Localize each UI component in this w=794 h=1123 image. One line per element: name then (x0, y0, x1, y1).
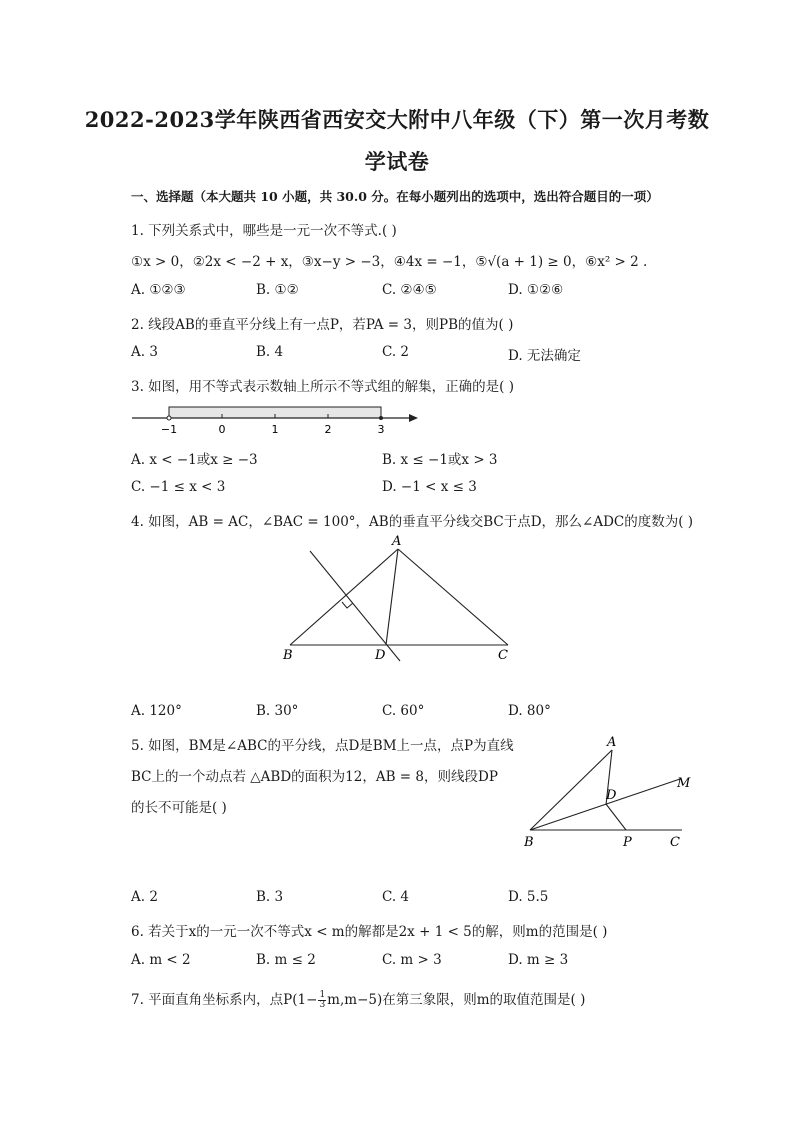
segment-ba (530, 750, 612, 830)
q3-option-b[interactable]: B. x ≤ −1或x > 3 (382, 452, 498, 468)
q1-option-a[interactable]: A. ①②③ (131, 282, 186, 298)
label-b: B (524, 835, 534, 850)
segment-ad (386, 549, 398, 645)
q4-option-d[interactable]: D. 80° (508, 703, 551, 719)
q2-option-c[interactable]: C. 2 (382, 344, 410, 360)
section-heading: 一、选择题（本大题共 10 小题，共 30.0 分。在每小题列出的选项中，选出符合题目的一项） (131, 189, 659, 204)
tick-label: 3 (377, 423, 385, 436)
label-m: M (677, 776, 691, 791)
q6-option-c[interactable]: C. m > 3 (382, 952, 442, 968)
label-b: B (283, 648, 293, 663)
q5-stem-line2: BC上的一个动点若 △ABD的面积为12，AB = 8，则线段DP (131, 769, 498, 785)
q5-option-a[interactable]: A. 2 (131, 889, 158, 905)
ray-bm (530, 779, 680, 830)
q6-option-b[interactable]: B. m ≤ 2 (256, 952, 316, 968)
q4-option-b[interactable]: B. 30° (256, 703, 299, 719)
q7-stem (131, 988, 585, 1010)
tick-label: −1 (160, 423, 178, 436)
tick-label: 0 (218, 423, 226, 436)
q4-stem: 4. 如图，AB = AC，∠BAC = 100°，AB的垂直平分线交BC于点D，那么∠ADC的度数为( ) (131, 514, 694, 530)
label-p: P (623, 835, 632, 850)
label-a: A (392, 534, 402, 549)
q5-option-b[interactable]: B. 3 (256, 889, 284, 905)
exam-title-line2: 学试卷 (364, 149, 430, 174)
label-a: A (607, 735, 617, 750)
q3-option-a[interactable]: A. x < −1或x ≥ −3 (131, 452, 258, 468)
tick-label: 1 (271, 423, 279, 436)
label-c: C (670, 835, 680, 850)
axis-arrow (409, 414, 418, 422)
q5-option-d[interactable]: D. 5.5 (508, 889, 549, 905)
tick-label: 2 (324, 423, 332, 436)
side-ab (290, 549, 398, 645)
q2-option-a[interactable]: A. 3 (131, 344, 158, 360)
q1-items: ①x > 0，②2x < −2 + x，③x−y > −3，④4x = −1，⑤√(a + 1) ≥ 0，⑥x² > 2 . (131, 254, 648, 270)
triangle-figure-q4 (280, 533, 540, 663)
side-ac (398, 549, 508, 645)
q7-stem-part1: 7. 平面直角坐标系内，点P(1− (131, 992, 318, 1008)
q1-stem: 1. 下列关系式中，哪些是一元一次不等式.( ) (131, 223, 397, 239)
q6-option-d[interactable]: D. m ≥ 3 (508, 952, 569, 968)
q5-stem-line1: 5. 如图，BM是∠ABC的平分线，点D是BM上一点，点P为直线 (131, 738, 514, 754)
label-d: D (606, 788, 617, 803)
q3-stem: 3. 如图，用不等式表示数轴上所示不等式组的解集，正确的是( ) (131, 379, 514, 395)
q1-option-d[interactable]: D. ①②⑥ (508, 282, 564, 298)
q7-stem-part2: m,m−5)在第三象限，则m的取值范围是( ) (327, 992, 586, 1008)
q7-frac-num: 1 (319, 990, 326, 1000)
q2-option-b[interactable]: B. 4 (256, 344, 284, 360)
label-c: C (498, 648, 508, 663)
q2-stem: 2. 线段AB的垂直平分线上有一点P，若PA = 3，则PB的值为( ) (131, 317, 514, 333)
q2-option-d[interactable]: D. 无法确定 (508, 348, 581, 364)
closed-endpoint-3 (379, 416, 383, 420)
q3-option-c[interactable]: C. −1 ≤ x < 3 (131, 479, 226, 495)
number-line-figure (130, 403, 430, 437)
q1-option-c[interactable]: C. ②④⑤ (382, 282, 437, 298)
q5-option-c[interactable]: C. 4 (382, 889, 410, 905)
q4-option-a[interactable]: A. 120° (131, 703, 182, 719)
q6-option-a[interactable]: A. m < 2 (131, 952, 191, 968)
q5-stem-line3: 的长不可能是( ) (131, 800, 227, 816)
angle-bisector-figure-q5 (520, 735, 710, 850)
q3-option-d[interactable]: D. −1 < x ≤ 3 (382, 479, 477, 495)
q6-stem: 6. 若关于x的一元一次不等式x < m的解都是2x + 1 < 5的解，则m的范围是( ) (131, 924, 608, 940)
q7-fraction (318, 991, 326, 1010)
open-endpoint-neg1 (167, 416, 171, 420)
right-angle-mark (342, 602, 353, 608)
segment-dp (606, 804, 626, 830)
q4-option-c[interactable]: C. 60° (382, 703, 425, 719)
q1-option-b[interactable]: B. ①② (256, 282, 299, 298)
q7-frac-den: 3 (319, 1000, 326, 1010)
exam-title-line1: 2022-2023学年陕西省西安交大附中八年级（下）第一次月考数 (84, 107, 710, 132)
label-d: D (375, 648, 386, 663)
